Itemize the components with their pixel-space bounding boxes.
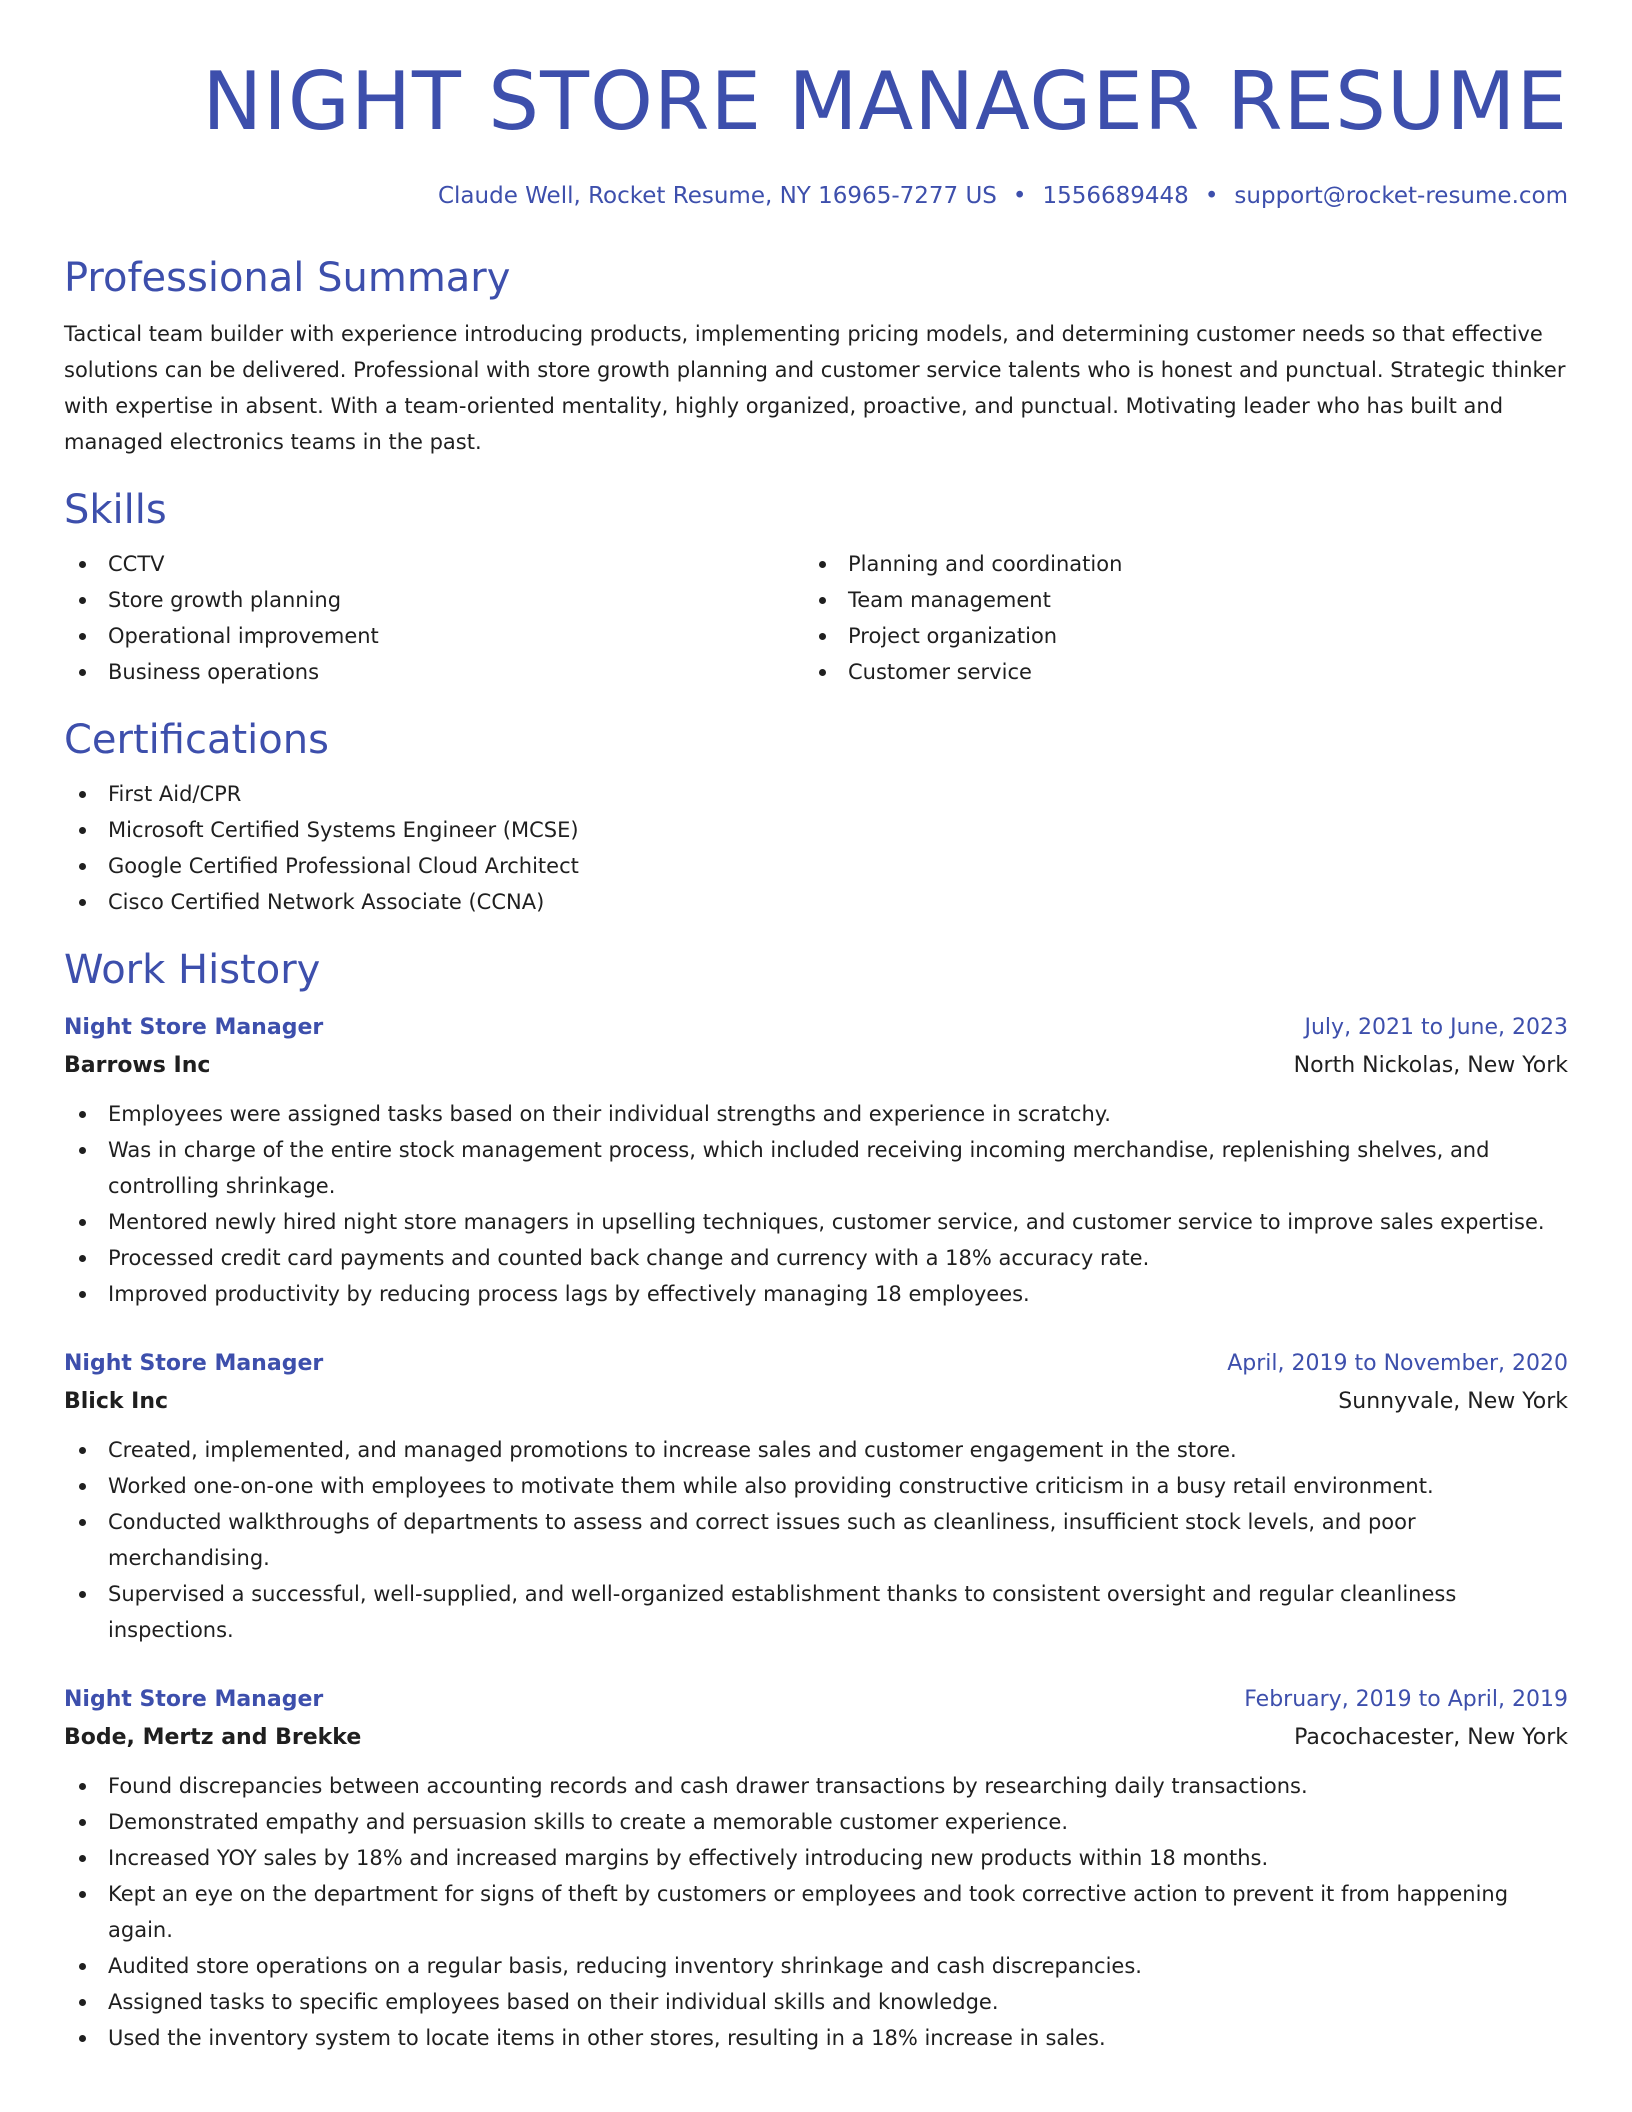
skill-item: Customer service bbox=[804, 654, 1544, 690]
job-title: Night Store Manager bbox=[64, 1015, 324, 1040]
summary-section bbox=[64, 252, 1568, 460]
skill-item: CCTV bbox=[64, 546, 804, 582]
certification-item: First Aid/CPR bbox=[64, 776, 1568, 812]
job-company-row bbox=[64, 1718, 1568, 1758]
job-bullet: Assigned tasks to specific employees based on their individual skills and knowledge. bbox=[64, 1984, 1568, 2020]
summary-text: Tactical team builder with experience introducing products, implementing pricing models, and determining customer needs so that effective solutions can be delivered. Professional with store growth planning and customer service talents who is honest and punctual. Strategic thinker with expertise in absent. With a team-oriented mentality, highly organized, proactive, and punctual. Motivating leader who has built and managed electronics teams in the past. bbox=[64, 322, 1566, 454]
work-history-heading: Work History bbox=[64, 947, 321, 993]
certifications-list bbox=[64, 776, 1568, 920]
summary-heading: Professional Summary bbox=[64, 255, 511, 301]
skill-item: Store growth planning bbox=[64, 582, 804, 618]
skill-item: Team management bbox=[804, 582, 1544, 618]
skills-grid bbox=[64, 536, 1568, 690]
job-header-row bbox=[64, 1010, 1568, 1046]
certification-item: Microsoft Certified Systems Engineer (MCSE) bbox=[64, 812, 1568, 848]
job-dates: February, 2019 to April, 2019 bbox=[1244, 1687, 1568, 1712]
job-bullets bbox=[64, 1432, 1568, 1648]
skill-item: Project organization bbox=[804, 618, 1544, 654]
certifications-heading: Certifications bbox=[64, 717, 329, 763]
contact-email[interactable]: support@rocket-resume.com bbox=[1234, 183, 1568, 209]
skill-item: Business operations bbox=[64, 654, 804, 690]
contact-address: Claude Well, Rocket Resume, NY 16965-7277 US bbox=[437, 183, 997, 209]
certification-item: Google Certified Professional Cloud Architect bbox=[64, 848, 1568, 884]
job-bullets bbox=[64, 1096, 1568, 1312]
skills-heading: Skills bbox=[64, 487, 167, 533]
skills-list-left bbox=[64, 546, 804, 690]
job-bullet: Used the inventory system to locate items in other stores, resulting in a 18% increase in sales. bbox=[64, 2020, 1568, 2056]
job-company-row bbox=[64, 1046, 1568, 1086]
job-bullet: Employees were assigned tasks based on their individual strengths and experience in scratchy. bbox=[64, 1096, 1568, 1132]
job-entry bbox=[64, 1682, 1568, 2056]
contact-phone: 1556689448 bbox=[1042, 183, 1189, 209]
job-bullet: Improved productivity by reducing process lags by effectively managing 18 employees. bbox=[64, 1276, 1568, 1312]
job-company-row bbox=[64, 1382, 1568, 1422]
job-title: Night Store Manager bbox=[64, 1687, 324, 1712]
job-location: North Nickolas, New York bbox=[1293, 1053, 1568, 1078]
resume-title: NIGHT STORE MANAGER RESUME bbox=[202, 55, 1568, 148]
job-bullet: Found discrepancies between accounting records and cash drawer transactions by researching daily transactions. bbox=[64, 1768, 1568, 1804]
job-bullet: Increased YOY sales by 18% and increased margins by effectively introducing new products within 18 months. bbox=[64, 1840, 1568, 1876]
skills-list-right bbox=[804, 546, 1544, 690]
job-location: Pacochacester, New York bbox=[1294, 1725, 1568, 1750]
job-dates: July, 2021 to June, 2023 bbox=[1304, 1015, 1568, 1040]
job-bullet: Supervised a successful, well-supplied, and well-organized establishment thanks to consistent oversight and regular cleanliness inspections. bbox=[64, 1576, 1568, 1648]
job-bullet: Mentored newly hired night store managers in upselling techniques, customer service, and customer service to improve sales expertise. bbox=[64, 1204, 1568, 1240]
job-entry bbox=[64, 1346, 1568, 1648]
contact-separator: • bbox=[1012, 183, 1027, 209]
job-header-row bbox=[64, 1682, 1568, 1718]
job-bullet: Conducted walkthroughs of departments to assess and correct issues such as cleanliness, insufficient stock levels, and poor merchandising. bbox=[64, 1504, 1568, 1576]
certification-item: Cisco Certified Network Associate (CCNA) bbox=[64, 884, 1568, 920]
job-dates: April, 2019 to November, 2020 bbox=[1227, 1351, 1568, 1376]
work-history-section bbox=[64, 944, 1568, 2056]
skill-item: Operational improvement bbox=[64, 618, 804, 654]
job-company: Barrows Inc bbox=[64, 1053, 211, 1078]
job-title: Night Store Manager bbox=[64, 1351, 324, 1376]
job-bullet: Created, implemented, and managed promotions to increase sales and customer engagement in the store. bbox=[64, 1432, 1568, 1468]
job-bullet: Demonstrated empathy and persuasion skills to create a memorable customer experience. bbox=[64, 1804, 1568, 1840]
job-bullet: Audited store operations on a regular basis, reducing inventory shrinkage and cash discrepancies. bbox=[64, 1948, 1568, 1984]
job-bullet: Worked one-on-one with employees to motivate them while also providing constructive criticism in a busy retail environment. bbox=[64, 1468, 1568, 1504]
contact-separator: • bbox=[1204, 183, 1219, 209]
skills-section bbox=[64, 484, 1568, 690]
job-company: Bode, Mertz and Brekke bbox=[64, 1725, 362, 1750]
contact-line bbox=[64, 180, 1568, 212]
job-bullets bbox=[64, 1768, 1568, 2056]
job-entry bbox=[64, 1010, 1568, 1312]
skill-item: Planning and coordination bbox=[804, 546, 1544, 582]
job-bullet: Kept an eye on the department for signs of theft by customers or employees and took corrective action to prevent it from happening again. bbox=[64, 1876, 1568, 1948]
certifications-section bbox=[64, 714, 1568, 920]
job-company: Blick Inc bbox=[64, 1389, 169, 1414]
job-bullet: Was in charge of the entire stock management process, which included receiving incoming merchandise, replenishing shelves, and controlling shrinkage. bbox=[64, 1132, 1568, 1204]
job-location: Sunnyvale, New York bbox=[1338, 1389, 1568, 1414]
job-header-row bbox=[64, 1346, 1568, 1382]
job-bullet: Processed credit card payments and counted back change and currency with a 18% accuracy rate. bbox=[64, 1240, 1568, 1276]
